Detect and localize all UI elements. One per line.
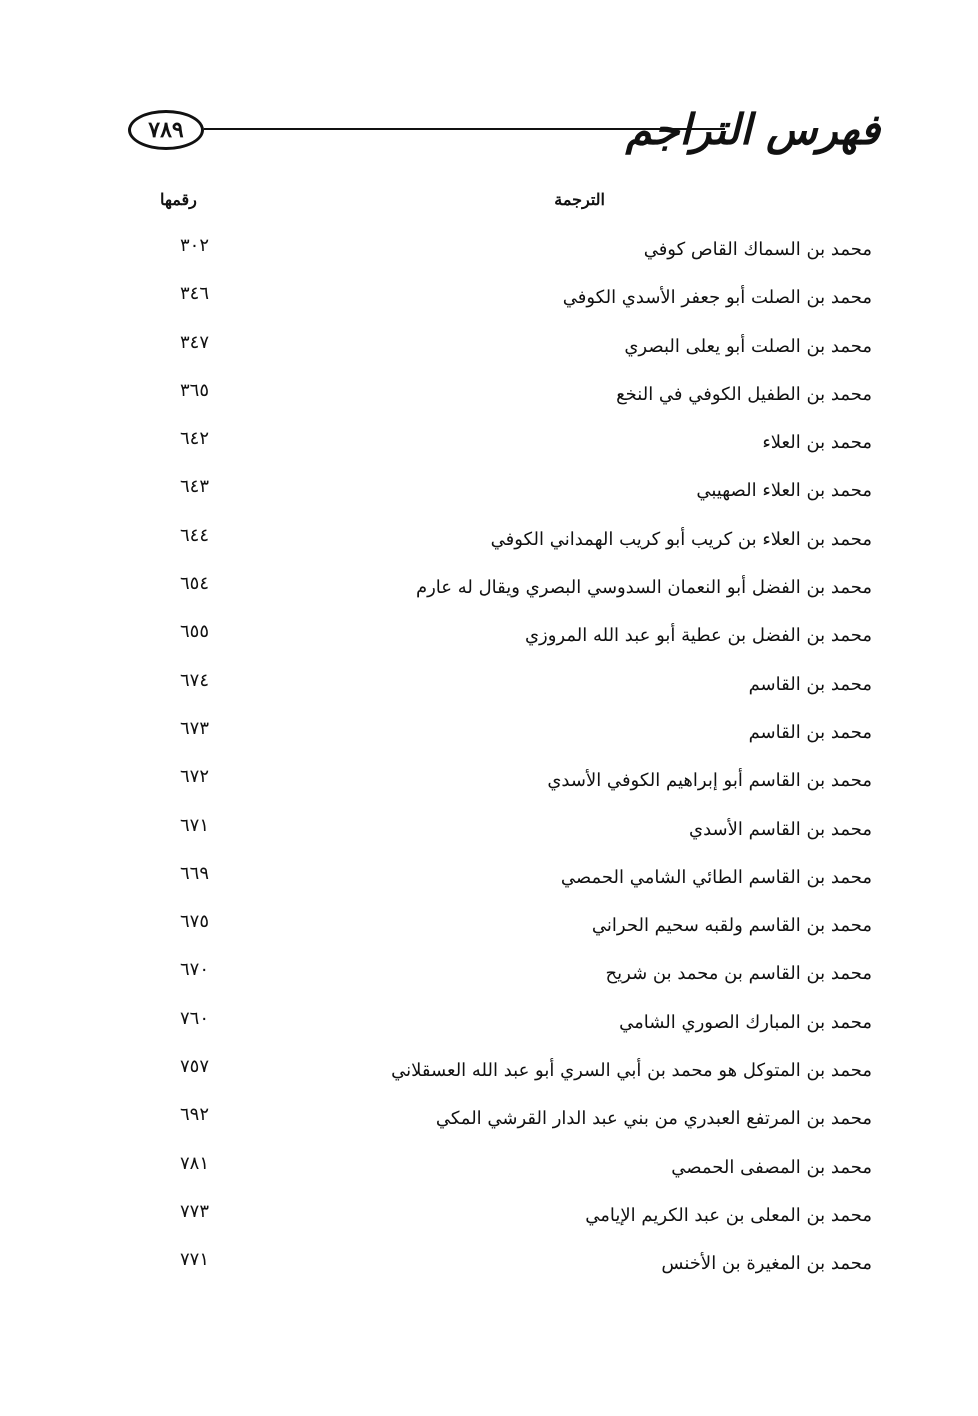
entry-name: محمد بن القاسم بن محمد بن شريح — [605, 963, 872, 985]
entry-name: محمد بن الطفيل الكوفي في النخع — [616, 383, 872, 405]
entry-name: محمد بن الفضل أبو النعمان السدوسي البصري ويقال له عارم — [415, 577, 872, 599]
list-item — [160, 425, 872, 473]
entry-number: ٦٧٤ — [180, 669, 210, 691]
list-item — [160, 860, 872, 908]
entry-name: محمد بن الفضل بن عطية أبو عبد الله المروزي — [524, 625, 872, 647]
entry-number: ٧٦٠ — [180, 1007, 210, 1029]
entry-name: محمد بن القاسم ولقبه سحيم الحراني — [591, 915, 872, 937]
list-item — [160, 1005, 872, 1053]
entry-name: محمد بن المتوكل هو محمد بن أبي السري أبو عبد الله العسقلاني — [391, 1060, 872, 1082]
entry-number: ٦٧٥ — [180, 911, 210, 933]
entry-number: ٦٩٢ — [180, 1104, 210, 1126]
entry-number: ٦٤٢ — [180, 428, 210, 450]
entry-name: محمد بن المبارك الصوري الشامي — [619, 1011, 872, 1033]
entry-name: محمد بن المصفى الحمصي — [671, 1156, 872, 1178]
entry-number: ٦٦٩ — [180, 862, 210, 884]
entry-name: محمد بن العلاء بن كريب أبو كريب الهمداني الكوفي — [490, 528, 872, 550]
entry-list — [160, 232, 872, 1295]
page-number: ٧٨٩ — [128, 110, 204, 150]
entry-name: محمد بن المعلى بن عبد الكريم الإيامي — [585, 1204, 872, 1226]
entry-name: محمد بن القاسم — [748, 673, 872, 695]
list-item — [160, 618, 872, 666]
entry-number: ٧٨١ — [180, 1152, 210, 1174]
page-title: فهرس التراجم — [625, 105, 880, 154]
list-item — [160, 763, 872, 811]
entry-number: ٧٧١ — [180, 1249, 210, 1271]
list-item — [160, 667, 872, 715]
list-item — [160, 1101, 872, 1149]
list-item — [160, 570, 872, 618]
column-header-number: رقمها — [160, 190, 197, 209]
entry-number: ٦٧٠ — [180, 959, 210, 981]
entry-number: ٣٤٧ — [180, 331, 210, 353]
list-item — [160, 1246, 872, 1294]
entry-name: محمد بن العلاء — [762, 432, 872, 454]
list-item — [160, 1053, 872, 1101]
entry-number: ٧٥٧ — [180, 1056, 210, 1078]
entry-name: محمد بن المغيرة بن الأخنس — [661, 1253, 872, 1275]
column-header-name: الترجمة — [554, 190, 605, 209]
list-item — [160, 377, 872, 425]
list-item — [160, 812, 872, 860]
entry-number: ٦٤٣ — [180, 476, 210, 498]
entry-name: محمد بن القاسم أبو إبراهيم الكوفي الأسدي — [547, 770, 872, 792]
entry-name: محمد بن القاسم الطائي الشامي الحمصي — [560, 866, 872, 888]
entry-number: ٣٠٢ — [180, 235, 210, 256]
list-item — [160, 908, 872, 956]
entry-number: ٦٧٣ — [180, 717, 210, 739]
column-headers — [160, 190, 860, 220]
entry-name: محمد بن السماك القاص كوفي — [643, 239, 872, 260]
entry-name: محمد بن القاسم — [748, 721, 872, 743]
entry-name: محمد بن الصلت أبو يعلى البصري — [624, 335, 872, 357]
page-header — [128, 92, 880, 182]
entry-number: ٦٥٤ — [180, 573, 210, 595]
list-item — [160, 956, 872, 1004]
list-item — [160, 473, 872, 521]
entry-number: ٧٧٣ — [180, 1200, 210, 1222]
list-item — [160, 1150, 872, 1198]
list-item — [160, 329, 872, 377]
entry-number: ٦٧٢ — [180, 766, 210, 788]
list-item — [160, 522, 872, 570]
list-item — [160, 280, 872, 328]
list-item — [160, 232, 872, 280]
entry-number: ٣٤٦ — [180, 283, 210, 305]
entry-name: محمد بن العلاء الصهيبي — [696, 480, 872, 502]
entry-name: محمد بن المرتفع العبدري من بني عبد الدار القرشي المكي — [435, 1108, 872, 1130]
entry-number: ٦٥٥ — [180, 621, 210, 643]
entry-number: ٦٧١ — [180, 814, 210, 836]
list-item — [160, 1198, 872, 1246]
entry-number: ٣٦٥ — [180, 379, 210, 401]
entry-name: محمد بن القاسم الأسدي — [688, 818, 872, 840]
entry-name: محمد بن الصلت أبو جعفر الأسدي الكوفي — [562, 287, 872, 309]
entry-number: ٦٤٤ — [180, 524, 210, 546]
list-item — [160, 715, 872, 763]
